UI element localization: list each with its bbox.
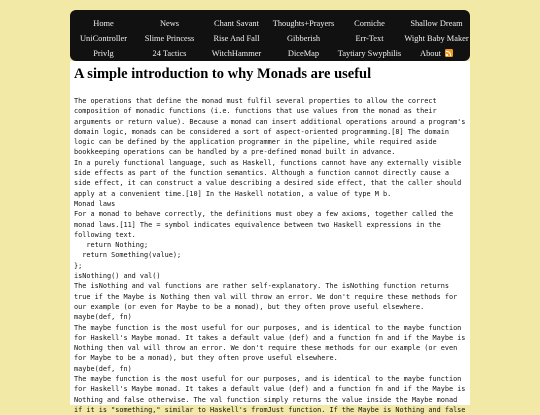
article-body — [74, 96, 470, 415]
nav-link-shallow-dream[interactable]: Shallow Dream — [410, 19, 463, 28]
page-title: A simple introduction to why Monads are useful — [74, 66, 372, 82]
nav-link-corniche[interactable]: Corniche — [354, 19, 385, 28]
top-navigation — [70, 10, 470, 61]
article-line: arguments or return value). Because a monad can insert additional operations around a program's — [74, 117, 466, 126]
rss-icon[interactable] — [445, 49, 453, 57]
article-line: monad laws.[11] The = symbol indicates equivalence between two Haskell expressions in the — [74, 220, 441, 229]
article-line: For a monad to behave correctly, the definitions must obey a few axioms, together called the — [74, 210, 454, 219]
article-line: The maybe function is the most useful for our purposes, and is identical to the maybe function — [74, 375, 462, 384]
article-line: The operations that define the monad must fulfil several properties to allow the correct — [74, 97, 437, 105]
article-line: Nothing then val will throw an error. We don't require these methods for our example (or even — [74, 344, 458, 353]
nav-link-dicemap[interactable]: DiceMap — [287, 49, 320, 58]
article-line: maybe(def, fn) — [74, 313, 132, 322]
nav-link-unicontroller[interactable]: UniController — [80, 34, 127, 43]
article-line: side effect, it can construct a value describing a desired side effect, that the caller should — [74, 179, 462, 188]
nav-link-about[interactable]: About — [420, 49, 441, 58]
article-line: return Something(value); — [74, 251, 182, 260]
article-line: for Haskell's Maybe monad. It takes a default value (def) and a function fn and if the Maybe is — [74, 385, 466, 394]
nav-link-24-tactics[interactable]: 24 Tactics — [152, 49, 187, 58]
nav-link-thoughts-prayers[interactable]: Thoughts+Prayers — [272, 19, 335, 28]
nav-link-chant-savant[interactable]: Chant Savant — [214, 19, 259, 28]
nav-link-news[interactable]: News — [159, 19, 180, 28]
article-line: if it is "something," similar to Haskell's fromJust function. If the Maybe is Nothing and false — [74, 405, 466, 414]
nav-row — [70, 16, 470, 31]
nav-link-wight-baby-maker[interactable]: Wight Baby Maker — [404, 34, 469, 43]
article-line: domain logic, monads can be considered a sort of aspect-oriented programming.[8] The domain — [74, 127, 449, 136]
article-line: Nothing and false otherwise. The val function simply returns the value inside the Maybe monad — [74, 395, 458, 404]
nav-link-slime-princess[interactable]: Slime Princess — [144, 34, 195, 43]
article-line: logic can be defined by the application programmer in the pipeline, while required aside — [74, 138, 437, 147]
nav-link-gibberish[interactable]: Gibberish — [286, 34, 321, 43]
nav-link-home[interactable]: Home — [93, 19, 114, 28]
article-line: In a purely functional language, such as Haskell, functions cannot have any externally visible — [74, 158, 462, 167]
article-line: Monad laws — [74, 199, 116, 208]
article-line: bookkeeping operations can be handled by a pre-defined monad built in advance. — [74, 148, 396, 157]
nav-link-err-text[interactable]: Err-Text — [355, 34, 384, 43]
nav-row — [70, 31, 470, 46]
article-line: The isNothing and val functions are rather self-explanatory. The isNothing function returns — [74, 282, 449, 291]
article-line: side effects as part of the function semantics. Although a function cannot directly cause a — [74, 169, 449, 178]
article-line: for Haskell's Maybe monad. It takes a default value (def) and a function fn and if the Maybe is — [74, 333, 466, 342]
article-line: apply at a convenient time.[10] In the Haskell notation, a value of type M b. — [74, 189, 392, 198]
article-line: isNothing() and val() — [74, 272, 161, 281]
nav-link-witchhammer[interactable]: WitchHammer — [211, 49, 262, 58]
article-line: }; — [74, 261, 83, 270]
nav-row — [70, 46, 470, 61]
article-line: for Maybe to be a monad), but they often prove useful elsewhere. — [74, 354, 338, 363]
nav-about-group — [403, 46, 470, 61]
article-line: maybe(def, fn) — [74, 364, 132, 373]
article-line: The maybe function is the most useful for our purposes, and is identical to the maybe function — [74, 323, 462, 332]
article-line: composition of monadic functions (i.e. functions that use values from the monad as their — [74, 107, 437, 116]
article-line: true if the Maybe is Nothing then val will throw an error. We don't require these methods for — [74, 292, 458, 301]
nav-link-taytiary-swyphilis[interactable]: Taytiary Swyphilis — [337, 49, 402, 58]
article-line: our example (or even for Maybe to be a monad), but they often prove useful elsewhere. — [74, 302, 425, 311]
article-content — [70, 61, 470, 414]
nav-link-privlg[interactable]: Privlg — [93, 49, 114, 58]
nav-link-rise-and-fall[interactable]: Rise And Fall — [213, 34, 260, 43]
article-line: return Nothing; — [74, 241, 149, 250]
article-line: following text. — [74, 230, 136, 239]
